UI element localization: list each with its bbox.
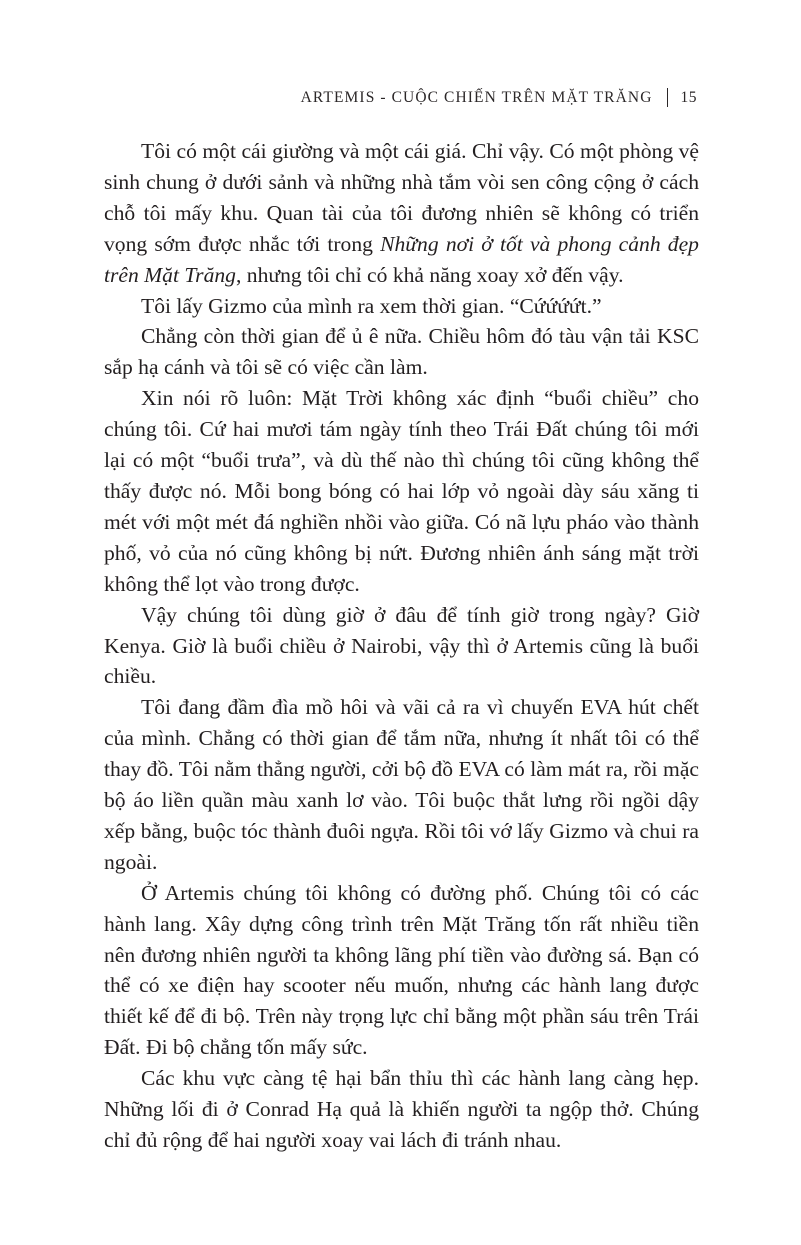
paragraph: Ở Artemis chúng tôi không có đường phố. Chúng tôi có các hành lang. Xây dựng công trình trên Mặt Trăng tốn rất nhiều tiền nên đương nhiên người ta không lãng phí tiền vào đường sá. Bạn có thể có xe điện hay scooter nếu muốn, nhưng các hành lang được thiết kế để đi bộ. Trên này trọng lực chỉ bằng một phần sáu trên Trái Đất. Đi bộ chẳng tốn mấy sức. [104, 880, 699, 1060]
paragraph: Tôi lấy Gizmo của mình ra xem thời gian. “Cứứứứt.” [141, 293, 602, 318]
paragraph-text: Tôi có một cái giường và một cái giá. Chỉ vậy. Có một phòng vệ sinh chung ở dưới sảnh và những nhà tắm vòi sen công cộng ở cách chỗ tôi mấy khu. Quan tài của tôi đương nhiên sẽ không có triển vọng sớm được nhắc tới trong [104, 139, 699, 256]
paragraph: Tôi đang đầm đìa mồ hôi và vãi cả ra vì chuyến EVA hút chết của mình. Chẳng có thời gian để tắm nữa, nhưng ít nhất tôi có thể thay đồ. Tôi nằm thẳng người, cởi bộ đồ EVA có làm mát ra, rồi mặc bộ áo liền quần màu xanh lơ vào. Tôi buộc thắt lưng rồi ngồi dậy xếp bằng, buộc tóc thành đuôi ngựa. Rồi tôi vớ lấy Gizmo và chui ra ngoài. [104, 695, 699, 874]
paragraph [104, 136, 699, 291]
book-title-italic: Những nơi ở tốt và phong cảnh đẹp trên Mặt Trăng [104, 231, 699, 287]
paragraph: Vậy chúng tôi dùng giờ ở đâu để tính giờ trong ngày? Giờ Kenya. Giờ là buổi chiều ở Nairobi, vậy thì ở Artemis cũng là buổi chiều. [104, 602, 699, 689]
paragraph: Các khu vực càng tệ hại bẩn thỉu thì các hành lang càng hẹp. Những lối đi ở Conrad Hạ quả là khiến người ta ngộp thở. Chúng chỉ đủ rộng để hai người xoay vai lách đi tránh nhau. [104, 1066, 699, 1152]
running-header [301, 88, 697, 107]
header-separator [667, 88, 668, 107]
page-number: 15 [680, 88, 697, 106]
body-text [104, 136, 699, 1156]
running-title: ARTEMIS - CUỘC CHIẾN TRÊN MẶT TRĂNG [300, 88, 653, 106]
paragraph: Chẳng còn thời gian để ủ ê nữa. Chiều hôm đó tàu vận tải KSC sắp hạ cánh và tôi sẽ có việc cần làm. [104, 324, 699, 380]
paragraph: Xin nói rõ luôn: Mặt Trời không xác định “buổi chiều” cho chúng tôi. Cứ hai mươi tám ngày tính theo Trái Đất chúng tôi mới lại có một “buổi trưa”, và dù thế nào thì chúng tôi cũng không thể thấy được nó. Mỗi bong bóng có hai lớp vỏ ngoài dày sáu xăng ti mét với một mét đá nghiền nhồi vào giữa. Có nã lựu pháo vào thành phố, vỏ của nó cũng không bị nứt. Đương nhiên ánh sáng mặt trời không thể lọt vào trong được. [104, 386, 699, 596]
paragraph-text: , nhưng tôi chỉ có khả năng xoay xở đến vậy. [235, 262, 624, 287]
